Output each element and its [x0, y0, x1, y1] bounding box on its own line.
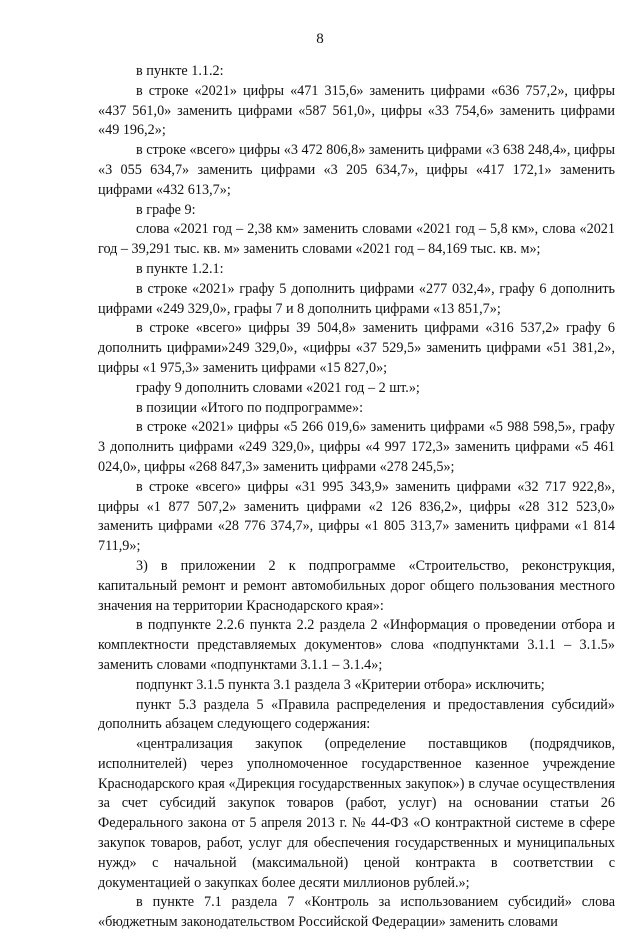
paragraph: в строке «2021» графу 5 дополнить цифрами «277 032,4», графу 6 дополнить цифрами «249 329,0», графы 7 и 8 дополнить цифрами «13 851,7»; — [98, 280, 615, 317]
paragraph: в строке «всего» цифры «31 995 343,9» заменить цифрами «32 717 922,8», цифры «1 877 507,2» заменить цифрами «2 126 836,2», цифры «28 312 523,0» заменить цифрами «28 776 374,7», цифры «1 805 313,7» заменить цифрами «1 814 711,9»; — [98, 478, 615, 555]
paragraph: в графе 9: — [136, 201, 196, 218]
paragraph: в подпункте 2.2.6 пункта 2.2 раздела 2 «Информация о проведении отбора и комплектности представляемых документов» слова «подпунктами 3.1.1 – 3.1.5» заменить словами «подпунктами 3.1.1 – 3.1.4»; — [98, 617, 615, 673]
paragraph: в строке «всего» цифры «3 472 806,8» заменить цифрами «3 638 248,4», цифры «3 055 634,7» заменить цифрами «3 205 634,7», цифры «417 172,1» заменить цифрами «432 613,7»; — [98, 142, 615, 198]
paragraph: графу 9 дополнить словами «2021 год – 2 шт.»; — [136, 379, 420, 396]
page-number: 8 — [316, 31, 324, 47]
paragraph: в пункте 1.1.2: — [136, 63, 224, 79]
paragraph: 3) в приложении 2 к подпрограмме «Строительство, реконструкция, капитальный ремонт и ремонт автомобильных дорог общего пользования местного значения на территории Краснодарского края»: — [98, 557, 615, 614]
paragraph: в пункте 7.1 раздела 7 «Контроль за использованием субсидий» слова «бюджетным законодательством Российской Федерации» заменить словами — [98, 894, 615, 931]
document-body — [98, 62, 615, 933]
paragraph: слова «2021 год – 2,38 км» заменить словами «2021 год – 5,8 км», слова «2021 год – 39,291 тыс. кв. м» заменить словами «2021 год – 84,169 тыс. кв. м»; — [98, 221, 615, 258]
paragraph: пункт 5.3 раздела 5 «Правила распределения и предоставления субсидий» дополнить абзацем следующего содержания: — [98, 696, 615, 733]
paragraph: в пункте 1.2.1: — [136, 260, 224, 277]
paragraph: подпункт 3.1.5 пункта 3.1 раздела 3 «Критерии отбора» исключить; — [136, 676, 545, 693]
paragraph: в строке «2021» цифры «471 315,6» заменить цифрами «636 757,2», цифры «437 561,0» заменить цифрами «587 561,0», цифры «33 754,6» заменить цифрами «49 196,2»; — [98, 82, 615, 139]
paragraph: в строке «всего» цифры 39 504,8» заменить цифрами «316 537,2» графу 6 дополнить цифрами»249 329,0», «цифры «37 529,5» заменить цифрами «51 381,2», цифры «1 975,3» заменить цифрами «15 827,0»; — [98, 320, 615, 376]
paragraph: в позиции «Итого по подпрограмме»: — [136, 399, 364, 416]
paragraph: «централизация закупок (определение поставщиков (подрядчиков, исполнителей) через уполномоченное государственное казенное учреждение Краснодарского края «Дирекция государственных закупок») в случае осуществления за счет субсидий закупок товаров (работ, услуг) на основании статьи 26 Федерального закона от 5 апреля 2013 г. № 44-ФЗ «О контрактной системе в сфере закупок товаров, работ, услуг для обеспечения государственных и муниципальных нужд» с начальной (максимальной) ценой контракта в соответствии с документацией о закупках более десяти миллионов рублей.»; — [98, 736, 615, 891]
paragraph: в строке «2021» цифры «5 266 019,6» заменить цифрами «5 988 598,5», графу 3 дополнить цифрами «249 329,0», цифры «4 997 172,3» заменить цифрами «5 461 024,0», цифры «268 847,3» заменить цифрами «278 245,5»; — [98, 419, 615, 475]
